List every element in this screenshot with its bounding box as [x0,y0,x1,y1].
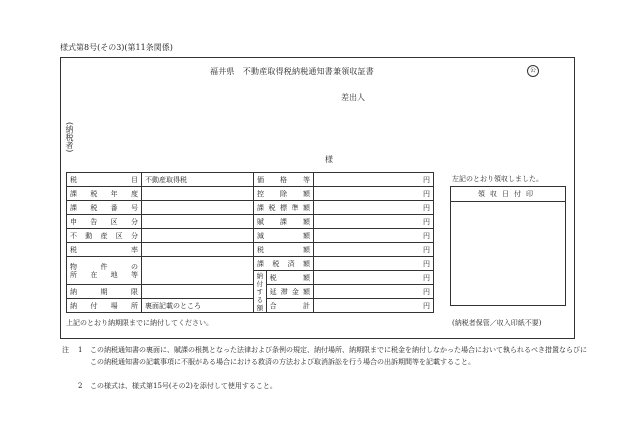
field-label: 不動産区分 [67,229,142,243]
note-number: 1 [78,346,83,354]
location-label-line1: 物件の [70,262,138,271]
official-seal-mark: 公 [527,65,539,77]
amount-cell: 円 [314,201,434,215]
stamp-header: 領収日付印 [451,187,565,202]
payment-deadline-note: 上記のとおり納期限までに納付してください。 [66,319,213,327]
table-row [67,285,434,299]
field-label-location [67,257,142,285]
amount-cell: 円 [314,187,434,201]
field-value: 不動産取得税 [142,173,254,187]
field-label: 税額 [266,271,313,285]
payment-group-label: 納付する額 [254,271,267,313]
receipt-stamp-box [450,186,566,306]
form-title: 福井県 不動産取得税納税通知書兼領収証書 [210,67,374,76]
field-label: 控除額 [254,187,314,201]
field-value: 裏面記載のところ [142,299,254,313]
notes-heading: 注 [62,346,69,354]
field-label: 課税済額 [254,257,314,271]
amount-cell: 円 [314,229,434,243]
amount-cell: 円 [314,257,434,271]
field-label: 税額 [254,243,314,257]
field-label: 課税番号 [67,201,142,215]
field-value [142,285,254,299]
table-row [67,229,434,243]
field-label: 税 率 [67,243,142,257]
table-row [67,215,434,229]
sender-label: 差出人 [341,93,365,102]
honorific: 様 [325,155,333,164]
field-label: 減額 [254,229,314,243]
field-label: 課税標準額 [254,201,314,215]
field-value [142,229,254,243]
amount-cell: 円 [314,285,434,299]
field-label: 賦課額 [254,215,314,229]
table-row [67,299,434,313]
field-value [142,257,254,285]
tax-notice-table [66,172,434,313]
field-label: 価格等 [254,173,314,187]
form-number: 様式第8号(その3)(第11条関係) [60,43,173,52]
field-value [142,215,254,229]
note-text: この様式は、様式第15号(その2)を添付して使用すること。 [90,382,277,390]
table-row [67,187,434,201]
field-label: 課税年度 [67,187,142,201]
field-label: 延滞金額 [266,285,313,299]
amount-cell: 円 [314,215,434,229]
table-row [67,201,434,215]
location-label-line2: 所在地等 [70,270,138,279]
field-label: 納付場所 [67,299,142,313]
table-row [67,257,434,271]
note-text: この納税通知書の裏面に、賦課の根拠となった法律および条例の規定、納付場所、納期限までに税金を納付しなかった場合において執られるべき措置ならびにこの納税通知書の記載事項に不服がある場合における救済の方法および取消訴訟を行う場合の出訴期間等を記載すること。 [90,346,587,366]
field-label: 申告区分 [67,215,142,229]
field-value [142,187,254,201]
amount-cell: 円 [314,299,434,313]
field-value [142,201,254,215]
amount-cell: 円 [314,243,434,257]
table-row [67,173,434,187]
note-number: 2 [78,382,83,390]
field-label: 納期限 [67,285,142,299]
field-value [142,243,254,257]
table-row [67,243,434,257]
taxpayer-label: (納税者) [65,122,74,153]
field-label: 税 目 [67,173,142,187]
amount-cell: 円 [314,271,434,285]
amount-cell: 円 [314,173,434,187]
receipt-note: 左記のとおり領収しました。 [452,175,543,183]
field-label: 合計 [266,299,313,313]
retention-note: (納税者保管／収入印紙不要) [452,319,542,327]
